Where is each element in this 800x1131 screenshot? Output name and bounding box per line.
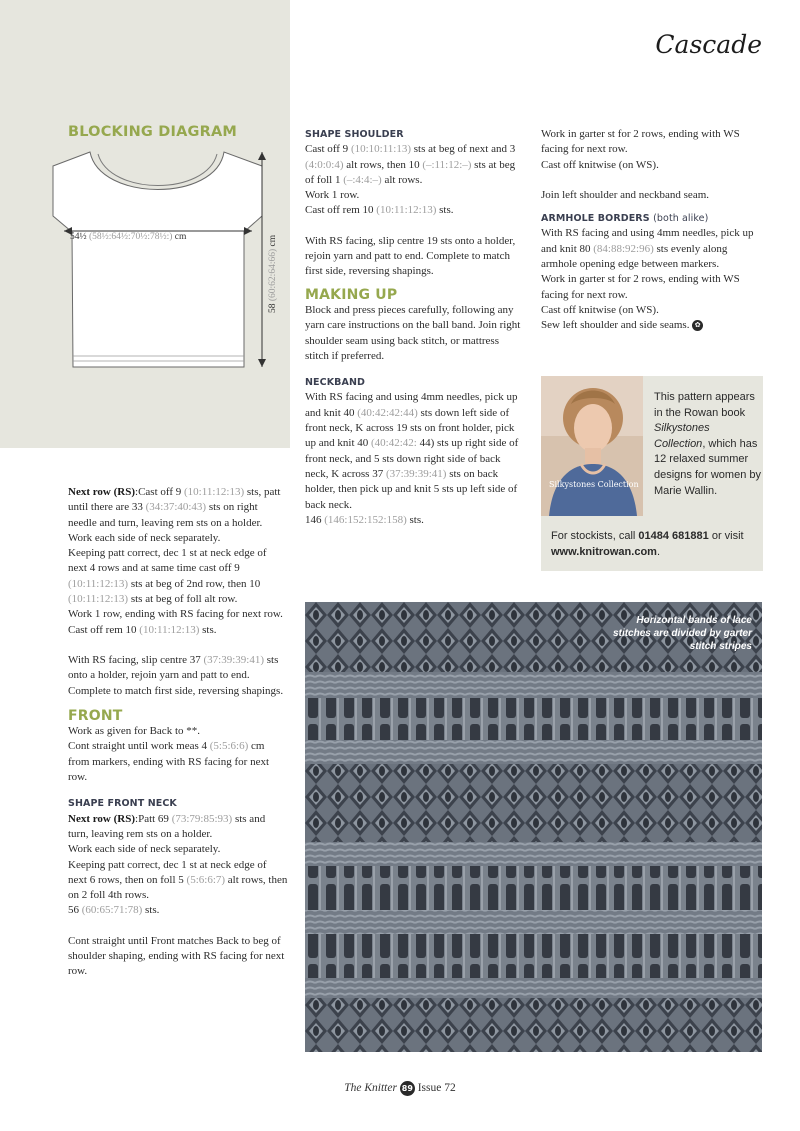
- section-heading-making-up: MAKING UP: [305, 286, 398, 303]
- phone-number: 01484 681881: [638, 530, 709, 542]
- book-cover-photo: [541, 376, 643, 516]
- paragraph: Work as given for Back to **.: [68, 725, 200, 738]
- subheading-shape-front-neck: SHAPE FRONT NECK: [68, 798, 177, 810]
- stockists-text: For stockists, call 01484 681881 or visit www.knitrowan.com.: [551, 530, 744, 558]
- paragraph: Next row (RS):Patt 69 (73:79:85:93) sts and turn, leaving rem sts on a holder.: [68, 812, 266, 840]
- left-column: [68, 485, 288, 980]
- paragraph: With RS facing, slip centre 19 sts onto a holder, rejoin yarn and patt to end. Complete to match first side, reversing shapings.: [305, 234, 516, 278]
- garment-outline: [53, 152, 262, 367]
- paragraph: Cast off rem 10 (10:11:12:13) sts.: [305, 204, 454, 217]
- paragraph: Complete to match first side, reversing shapings.: [68, 684, 284, 697]
- paragraph: Sew left shoulder and side seams. ✿: [541, 318, 766, 333]
- paragraph: Work each side of neck separately.: [68, 531, 221, 544]
- end-of-pattern-icon: ✿: [692, 320, 703, 331]
- width-measurement-label: 54½ (58½:64½:70½:78½:) cm: [70, 232, 187, 242]
- section-heading-front: FRONT: [68, 707, 123, 724]
- blocking-diagram: [0, 0, 290, 448]
- page-title: Cascade: [655, 30, 762, 59]
- page-footer: [0, 1081, 800, 1096]
- model-photo: [541, 376, 643, 516]
- website-link[interactable]: www.knitrowan.com: [551, 546, 657, 558]
- paragraph: Join left shoulder and neckband seam.: [541, 188, 710, 201]
- paragraph: Work in garter st for 2 rows, ending with WS facing for next row.: [541, 273, 740, 301]
- middle-column: [305, 127, 523, 528]
- subheading-neckband: NECKBAND: [305, 377, 366, 389]
- issue-number: Issue 72: [417, 1082, 456, 1095]
- paragraph: With RS facing, slip centre 37 (37:39:39:41) sts onto a holder, rejoin yarn and patt to end.: [68, 653, 279, 682]
- paragraph: Cont straight until Front matches Back to beg of shoulder shaping, ending with RS facing for next row.: [68, 934, 285, 978]
- paragraph: Work 1 row.: [305, 189, 360, 202]
- subheading-shape-shoulder: SHAPE SHOULDER: [305, 129, 404, 140]
- knit-stitch-detail-photo: [305, 602, 762, 1052]
- promo-text: This pattern appears in the Rowan book Silkystones Collection, which has 12 relaxed summer designs for women by Marie Wallin.: [654, 391, 761, 497]
- paragraph: With RS facing and using 4mm needles, pick up and knit 80 (84:88:92:96) sts evenly along armhole opening edge between markers.: [541, 227, 754, 271]
- paragraph: Cast off rem 10 (10:11:12:13) sts.: [68, 623, 217, 636]
- paragraph: Cast off knitwise (on WS).: [541, 303, 659, 316]
- magazine-name: The Knitter: [344, 1082, 397, 1095]
- paragraph: With RS facing and using 4mm needles, pick up and knit 40 (40:42:42:44) sts down left side of front neck, K across 19 sts on front holder, pick up and knit 40 (40:42:42: 44) sts up right side of front neck, and 5 sts down right side of back neck, K across 37 (37:39:39:41) sts on back holder, then pick up and knit 5 sts up left side of back neck.: [305, 391, 519, 511]
- paragraph: Cont straight until work meas 4 (5:5:6:6) cm from markers, ending with RS facing for next row.: [68, 740, 270, 784]
- paragraph: Work 1 row, ending with RS facing for next row.: [68, 608, 283, 621]
- paragraph: Keeping patt correct, dec 1 st at neck edge of next 6 rows, then on foll 5 (5:6:6:7) alt rows, then on 2 foll 4th rows.: [68, 858, 288, 902]
- right-column: [541, 127, 766, 334]
- paragraph: Keeping patt correct, dec 1 st at neck edge of next 4 rows and at same time cast off 9 (10:11:12:13) sts at beg of 2nd row, then 10 (10:11:12:13) sts at beg of foll alt row.: [68, 547, 267, 606]
- paragraph: Next row (RS):Cast off 9 (10:11:12:13) sts, patt until there are 33 (34:37:40:43) sts on right needle and turn, leaving rem sts on a holder.: [68, 486, 281, 529]
- paragraph: Cast off 9 (10:10:11:13) sts at beg of next and 3 (4:0:0:4) alt rows, then 10 (–:11:12:–) sts at beg of foll 1 (–:4:4:–) alt rows.: [305, 143, 516, 186]
- book-promo-box: [541, 376, 763, 571]
- paragraph: Block and press pieces carefully, following any yarn care instructions on the ball band. Join right shoulder seam using back stitch, or mattress stitch if preferred.: [305, 303, 521, 362]
- blocking-diagram-heading: BLOCKING DIAGRAM: [68, 124, 238, 140]
- page-number: 89: [400, 1081, 415, 1096]
- length-arrowhead-bottom: [258, 359, 266, 367]
- paragraph: Work each side of neck separately.: [68, 843, 221, 856]
- paragraph: Work in garter st for 2 rows, ending with WS facing for next row.: [541, 128, 740, 156]
- knit-texture: [305, 602, 762, 1052]
- paragraph: Cast off knitwise (on WS).: [541, 158, 659, 171]
- book-cover-title: Silkystones Collection: [549, 480, 639, 489]
- subheading-armhole-borders: ARMHOLE BORDERS (both alike): [541, 213, 709, 225]
- paragraph: 56 (60:65:71:78) sts.: [68, 904, 160, 917]
- length-arrowhead-top: [258, 152, 266, 160]
- length-measurement-label: 58 (60:62:64:66) cm: [268, 234, 278, 313]
- photo-caption: Horizontal bands of lace stitches are divided by garter stitch stripes: [613, 615, 752, 652]
- paragraph: 146 (146:152:152:158) sts.: [305, 513, 424, 526]
